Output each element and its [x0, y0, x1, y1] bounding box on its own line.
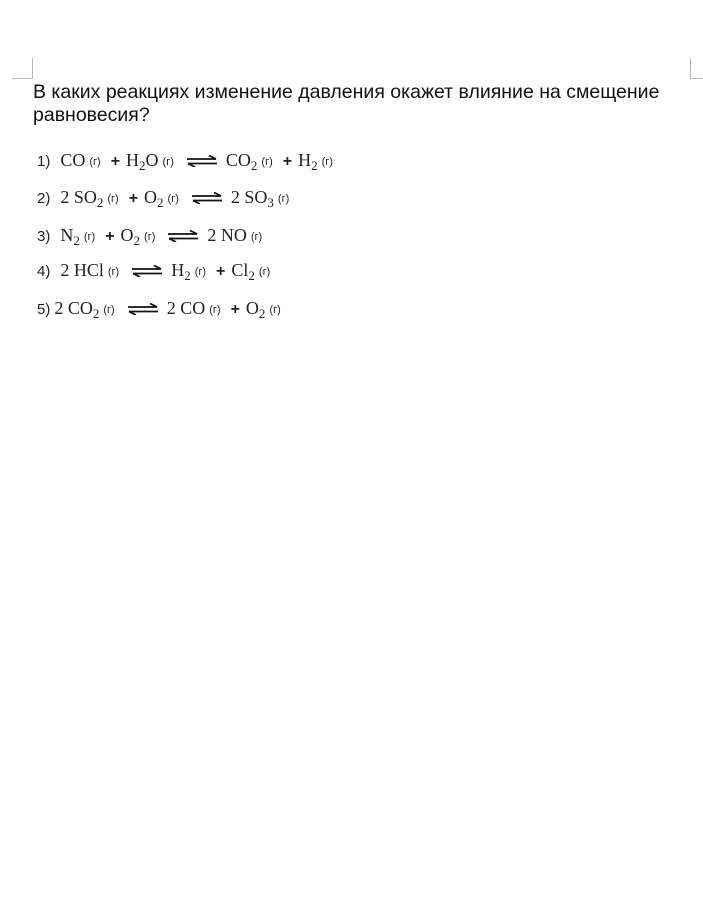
coefficient: 2 — [207, 225, 221, 245]
subscript: 3 — [267, 195, 274, 210]
reaction-2 — [37, 187, 293, 208]
coefficient: 2 — [60, 260, 74, 280]
reaction-number: 1) — [37, 153, 51, 170]
element-symbol: H — [126, 150, 140, 170]
species-formula — [60, 225, 80, 246]
plus-sign: + — [282, 153, 293, 170]
species-formula — [60, 187, 103, 208]
element-symbol: O — [144, 187, 158, 207]
species-formula — [207, 225, 247, 246]
element-symbol: N — [60, 225, 74, 245]
species-formula — [167, 298, 206, 319]
equilibrium-arrows-icon — [186, 155, 218, 167]
species-formula — [54, 298, 99, 319]
state-label: (г) — [209, 304, 221, 316]
element-symbol: SO — [244, 187, 268, 207]
element-symbol: HCl — [73, 260, 104, 280]
species-formula — [60, 260, 104, 281]
plus-sign: + — [110, 153, 121, 170]
plus-sign: + — [105, 228, 115, 245]
element-symbol: CO — [67, 298, 93, 318]
state-label: (г) — [277, 193, 290, 205]
element-symbol: H — [298, 150, 312, 170]
subscript: 2 — [139, 158, 146, 173]
subscript: 2 — [133, 233, 141, 248]
state-label: (г) — [144, 231, 156, 243]
subscript: 2 — [248, 268, 255, 283]
species-formula — [144, 187, 164, 208]
species-formula — [231, 187, 274, 208]
subscript: 2 — [157, 195, 164, 210]
state-label: (г) — [107, 266, 120, 278]
reaction-3 — [37, 225, 266, 246]
species-formula — [60, 150, 85, 171]
state-label: (г) — [107, 193, 119, 205]
subscript: 2 — [96, 195, 104, 210]
reaction-5 — [37, 298, 285, 319]
subscript: 2 — [73, 233, 80, 248]
reaction-number: 4) — [37, 263, 51, 280]
state-label: (г) — [261, 156, 273, 168]
coefficient: 2 — [60, 187, 74, 207]
subscript: 2 — [311, 158, 318, 173]
element-symbol: SO — [73, 187, 97, 207]
state-label: (г) — [258, 266, 271, 278]
species-formula — [231, 260, 255, 281]
coefficient: 2 — [54, 298, 68, 318]
state-label: (г) — [194, 266, 207, 278]
species-formula — [126, 150, 159, 171]
state-label: (г) — [250, 231, 263, 243]
reaction-4 — [37, 260, 274, 281]
equilibrium-arrows-icon — [127, 303, 159, 315]
element-symbol: NO — [220, 225, 247, 245]
element-symbol: CO — [225, 150, 251, 170]
state-label: (г) — [89, 156, 101, 168]
state-label: (г) — [83, 231, 96, 243]
element-symbol: O — [120, 225, 134, 245]
reaction-number: 3) — [37, 228, 51, 245]
species-formula — [171, 260, 191, 281]
state-label: (г) — [167, 193, 179, 205]
page-corner-mark-right — [690, 58, 703, 79]
element-symbol: O — [245, 298, 259, 318]
state-label: (г) — [103, 304, 115, 316]
element-symbol: CO — [180, 298, 206, 318]
species-formula — [246, 298, 266, 319]
equilibrium-arrows-icon — [167, 230, 199, 242]
element-symbol: CO — [60, 150, 86, 170]
species-formula — [298, 150, 318, 171]
plus-sign: + — [128, 190, 139, 207]
species-formula — [226, 150, 258, 171]
coefficient: 2 — [166, 298, 181, 318]
state-label: (г) — [321, 156, 333, 168]
question-text: В каких реакциях изменение давления окажет влияние на смещение равновесия? — [33, 81, 660, 126]
subscript: 2 — [184, 268, 191, 283]
page-corner-mark-left — [12, 58, 33, 79]
plus-sign: + — [216, 263, 226, 280]
subscript: 2 — [250, 158, 258, 173]
element-symbol: O — [145, 150, 159, 170]
subscript: 2 — [92, 306, 100, 321]
state-label: (г) — [162, 156, 174, 168]
plus-sign: + — [230, 301, 240, 318]
equilibrium-arrows-icon — [191, 192, 223, 204]
subscript: 2 — [258, 306, 266, 321]
coefficient: 2 — [230, 187, 245, 207]
state-label: (г) — [269, 304, 281, 316]
element-symbol: H — [171, 260, 185, 280]
equilibrium-arrows-icon — [131, 265, 163, 277]
element-symbol: Cl — [231, 260, 249, 280]
reaction-1 — [37, 150, 337, 171]
reaction-number: 5) — [37, 301, 51, 318]
reaction-number: 2) — [37, 190, 51, 207]
species-formula — [121, 225, 141, 246]
